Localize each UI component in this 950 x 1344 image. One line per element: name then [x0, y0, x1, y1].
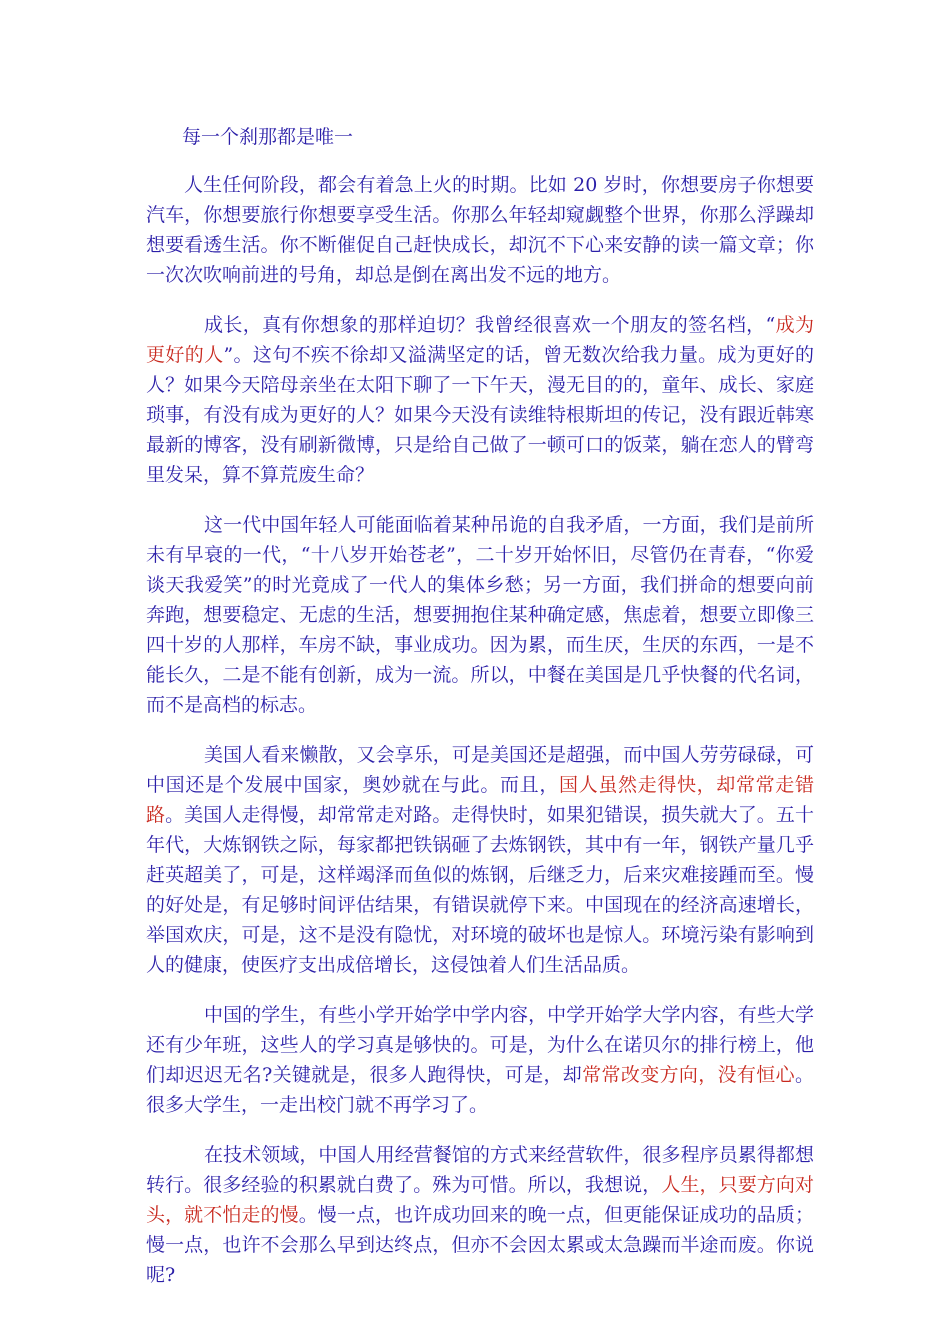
- paragraph-1: 人生任何阶段，都会有着急上火的时期。比如 20 岁时，你想要房子你想要汽车，你想要旅行你想要享受生活。你那么年轻却窥觑整个世界，你那么浮躁却想要看透生活。你不断催促自己赶快成长，却沉不下心来安静的读一篇文章；你一次次吹响前进的号角，却总是倒在离出发不远的地方。: [146, 174, 814, 286]
- paragraph-2-text-b: ”。这句不疾不徐却又溢满坚定的话，曾无数次给我力量。成为更好的人？如果今天陪母亲坐在太阳下聊了一下午天，漫无目的的，童年、成长、家庭琐事，有没有成为更好的人？如果今天没有读维特根斯坦的传记，没有跟近韩寒最新的博客，没有刷新微博，只是给自己做了一顿可口的饭菜，躺在恋人的臂弯里发呆，算不算荒废生命？: [146, 344, 814, 486]
- paragraph-4-highlight: 国人虽然走得快，却常常走错路: [146, 774, 814, 826]
- paragraph-6-text-b: 。慢一点，也许成功回来的晚一点，但更能保证成功的品质；慢一点，也许不会那么早到达终点，但亦不会因太累或太急躁而半途而废。你说呢?: [146, 1204, 814, 1286]
- paragraph-5-text-b: 。很多大学生，一走出校门就不再学习了。: [146, 1064, 814, 1116]
- paragraph-2-highlight: 成为更好的人: [146, 314, 814, 366]
- paragraph-6-highlight: 人生，只要方向对头，就不怕走的慢: [146, 1174, 814, 1226]
- paragraph-3: 这一代中国年轻人可能面临着某种吊诡的自我矛盾，一方面，我们是前所未有早衰的一代，“十八岁开始苍老”，二十岁开始怀旧，尽管仍在青春，“你爱谈天我爱笑”的时光竟成了一代人的集体乡愁；另一方面，我们拼命的想要向前奔跑，想要稳定、无虑的生活，想要拥抱住某种确定感，焦虑着，想要立即像三四十岁的人那样，车房不缺，事业成功。因为累，而生厌，生厌的东西，一是不能长久，二是不能有创新，成为一流。所以，中餐在美国是几乎快餐的代名词，而不是高档的标志。: [146, 514, 814, 716]
- paragraph-4-text-b: 。美国人走得慢，却常常走对路。走得快时，如果犯错误，损失就大了。五十年代，大炼钢铁之际，每家都把铁锅砸了去炼钢铁，其中有一年，钢铁产量几乎赶英超美了，可是，这样竭泽而鱼似的炼钢，后继乏力，后来灾难接踵而至。慢的好处是，有足够时间评估结果，有错误就停下来。中国现在的经济高速增长，举国欢庆，可是，这不是没有隐忧，对环境的破坏也是惊人。环境污染有影响到人的健康，使医疗支出成倍增长，这侵蚀着人们生活品质。: [146, 804, 814, 976]
- paragraph-4: [146, 740, 814, 980]
- paragraph-2-text-a: 成长，真有你想象的那样迫切？我曾经很喜欢一个朋友的签名档，“: [204, 314, 776, 336]
- paragraph-5-highlight: 常常改变方向，没有恒心: [582, 1064, 795, 1086]
- paragraph-2: [146, 310, 814, 490]
- paragraph-6: [146, 1140, 814, 1290]
- paragraph-5: [146, 1000, 814, 1120]
- paragraph-5-text-a: 中国的学生，有些小学开始学中学内容，中学开始学大学内容，有些大学还有少年班，这些人的学习真是够快的。可是，为什么在诺贝尔的排行榜上，他们却迟迟无名?关键就是，很多人跑得快，可是，却: [146, 1004, 814, 1086]
- document-page: [146, 122, 814, 1310]
- article-title: 每一个刹那都是唯一: [182, 126, 354, 148]
- paragraph-4-text-a: 美国人看来懒散，又会享乐，可是美国还是超强，而中国人劳劳碌碌，可中国还是个发展中国家，奥妙就在与此。而且，: [146, 744, 814, 796]
- paragraph-6-text-a: 在技术领域，中国人用经营餐馆的方式来经营软件，很多程序员累得都想转行。很多经验的积累就白费了。殊为可惜。所以，我想说，: [146, 1144, 814, 1196]
